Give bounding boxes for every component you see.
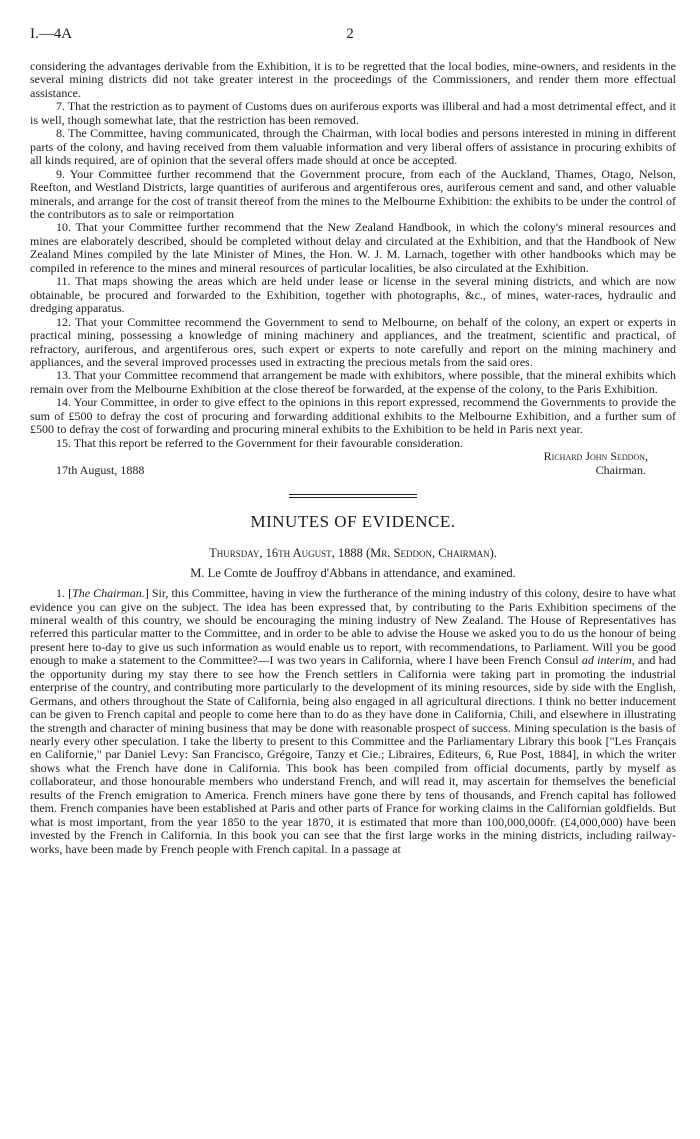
report-body — [30, 60, 676, 856]
latin-phrase: ad interim — [581, 653, 632, 668]
speaker-name: The Chairman. — [72, 586, 145, 601]
report-paragraph-10: 10. That your Committee further recommend that the New Zealand Handbook, in which the colony's mineral resources and mines are elaborately described, should be completed without delay and circulated at the Exhibition, and that the Handbook of New Zealand Mines compiled by the late Minister of Mines, the Hon. W. J. M. Larnach, together with other handbooks which may be compiled in reference to the mines and mineral resources of particular localities, be also circulated at the Exhibition. — [30, 220, 676, 275]
signature-row — [30, 464, 676, 477]
question-number: 1. — [56, 586, 65, 601]
report-paragraph-11: 11. That maps showing the areas which are held under lease or license in the several mining districts, and which are now obtainable, be procured and forwarded to the Exhibition, together with photographs, &c., of mines, water-races, hydraulic and dredging apparatus. — [30, 274, 676, 316]
signatory-name: Richard John Seddon, — [543, 449, 648, 464]
report-paragraph-8: 8. The Committee, having communicated, through the Chairman, with local bodies and persons interested in mining in different parts of the colony, and having received from them valuable information and very liberal offers of assistance in procuring exhibits of all kinds required, are of opinion that the several offers made should at once be accepted. — [30, 126, 676, 168]
report-paragraph-13: 13. That your Committee recommend that arrangement be made with exhibitors, where possible, that the mineral exhibits which remain over from the Melbourne Exhibition at the close thereof be forwarded, at the expense of the colony, to the Paris Exhibition. — [30, 368, 676, 396]
witness-line: M. Le Comte de Jouffroy d'Abbans in attendance, and examined. — [190, 566, 516, 581]
question-text: ] Sir, this Committee, having in view the furtherance of the mining industry of this colony, desire to have what evidence you can give on the subject. The idea has been expressed that, by contributing to the Paris Exhibition specimens of the mineral wealth of this country, we should be encouraging the mining industry of New Zealand. The House of Representatives has referred this particular matter to the Committee, and in order to be able to advise the House we asked you to do us the honour of being present here to-day to give us such information as would enable us to report, with recommendations, to Parliament. Will you be good enough to make a statement to the Committee?—I was two years in California, where I have been French Consul — [30, 586, 676, 668]
report-paragraph-14: 14. Your Committee, in order to give effect to the opinions in this report expressed, recommend the Governments to provide the sum of £500 to defray the cost of procuring and forwarding additional exhibits to the Melbourne Exhibition, and a further sum of £500 to defray the cost of forwarding and procuring mineral exhibits to the Exhibition to be held in Paris next year. — [30, 395, 676, 437]
evidence-question-1: 1. [The Chairman.] Sir, this Committee, having in view the furtherance of the mining industry of this colony, desire to have what evidence you can give on the subject. The idea has been expressed that, by contributing to the Paris Exhibition specimens of the mineral wealth of this country, we should be encouraging the mining industry of New Zealand. The House of Representatives has referred this particular matter to the Committee, and in order to be able to advise the House we asked you to do us the honour of being present here to-day to give us such information as would enable us to report, with recommendations, to Parliament. Will you be good enough to make a statement to the Committee?—I was two years in California, where I have been French Consul ad interim, and had the opportunity during my stay there to see how the French settlers in California were taking part in promoting the industrial enterprise of the country, and contributing more particularly to the development of its mining resources, side by side with the English, Germans, and others throughout the State of California, being also engaged in all agricultural directions. I think no better inducement can be given to French capital and people to come here than to do as they have done in California, Chili, and elsewhere in illustrating the strength and character of mining business that may be done with reasonable prospect of success. Mining speculation is the basis of nearly every other speculation. I take the liberty to present to this Committee and the Parliamentary Library this book ["Les Français en Californie," par Daniel Levy: San Francisco, Grégoire, Tanzy et Cie.; Libraires, Editeurs, 6, Rue Post, 1884], in which the writer shows what the French have done in California. This book has been compiled from official documents, partly by myself as collaborateur, and those honourable members who understand French, and will read it, may ascertain for themselves the beneficial results of the French emigration to America. French miners have gone there by tens of thousands, and French capital has followed them. French companies have been established at Paris and other parts of France for working claims in the Californian goldfields. But what is most important, from the year 1850 to the year 1870, it is estimated that more than 100,000,000fr. (£4,000,000) have been invested by the French in California. In this book you can see that the first large works in the mining districts, including railway-works, have been made by French people with French capital. In a passage at — [30, 586, 676, 856]
report-paragraph-continued: considering the advantages derivable from the Exhibition, it is to be regretted that the local bodies, mine-owners, and residents in the several mining districts did not take greater interest in the proceedings of the Commissioners, and render them more effectual assistance. — [30, 59, 676, 100]
minutes-title: MINUTES OF EVIDENCE. — [250, 512, 456, 532]
signatory-title: Chairman. — [595, 462, 646, 477]
report-date: 17th August, 1888 — [56, 462, 145, 477]
page-number: 2 — [346, 26, 354, 42]
minutes-dateline: Thursday, 16th August, 1888 (Mr. Seddon, Chairman). — [209, 546, 497, 561]
report-paragraph-7: 7. That the restriction as to payment of Customs dues on auriferous exports was illiberal and had a most detrimental effect, and it is well, though somewhat late, that the restriction has been removed. — [30, 99, 676, 127]
report-paragraph-12: 12. That your Committee recommend the Government to send to Melbourne, on behalf of the colony, an expert or experts in practical mining, possessing a knowledge of mining machinery and appliances, and the treatment, scientific and practical, of refractory, auriferous, and argentiferous ores, such expert or experts to note carefully and report on the mining machinery and appliances, and the several improved processes used in extracting the precious metals from the said ores. — [30, 314, 676, 369]
section-divider — [289, 494, 417, 498]
report-paragraph-15: 15. That this report be referred to the Government for their favourable consideration. — [56, 435, 463, 450]
answer-text: , and had the opportunity during my stay there to see how the French settlers in California were taking part in promoting the industrial enterprise of the country, and contributing more particularly to the development of its mining resources, side by side with the English, Germans, and others throughout the State of California, being also engaged in all agricultural directions. I think no better inducement can be given to French capital and people to come here than to do as they have done in California, Chili, and elsewhere in illustrating the strength and character of mining business that may be done with reasonable prospect of success. Mining speculation is the basis of nearly every other speculation. I take the liberty to present to this Committee and the Parliamentary Library this book ["Les Français en Californie," par Daniel Levy: San Francisco, Grégoire, Tanzy et Cie.; Libraires, Editeurs, 6, Rue Post, 1884], in which the writer shows what the French have done in California. This book has been compiled from official documents, partly by myself as collaborateur, and those honourable members who understand French, and will read it, may ascertain for themselves the beneficial results of the French emigration to America. French miners have gone there by tens of thousands, and French capital has followed them. French companies have been established at Paris and other parts of France for working claims in the Californian goldfields. But what is most important, from the year 1850 to the year 1870, it is estimated that more than 100,000,000fr. (£4,000,000) have been invested by the French in California. In this book you can see that the first large works in the mining districts, including railway-works, have been made by French people with French capital. In a passage at — [30, 653, 676, 856]
paper-reference: I.—4A — [30, 26, 73, 42]
report-paragraph-9: 9. Your Committee further recommend that the Government procure, from each of the Auckland, Thames, Otago, Nelson, Reefton, and Westland Districts, large quantities of auriferous and argentiferous ores, auriferous cement and sand, and other valuable minerals, and arrange for the cost of transit thereof from the mines to the Melbourne Exhibition: the exhibits to be under the control of the contributors as to sale or reimportation — [30, 166, 676, 221]
